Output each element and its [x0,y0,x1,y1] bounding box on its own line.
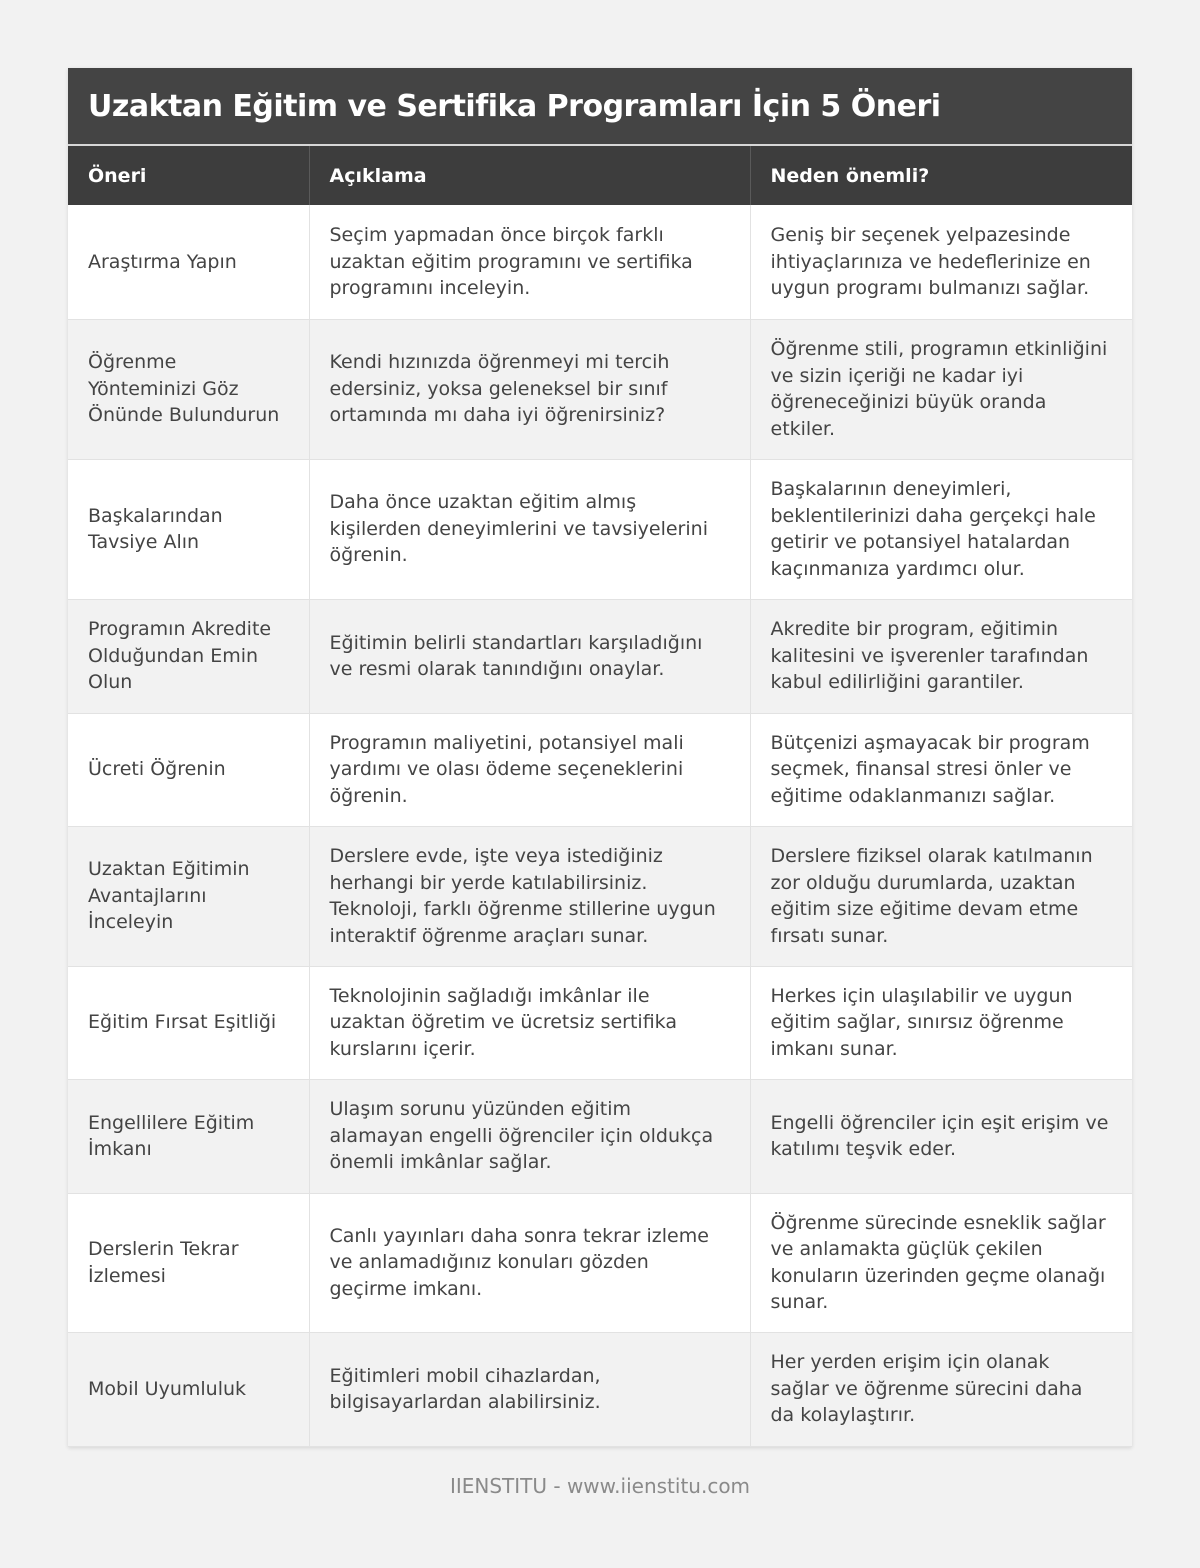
table-cell-aciklama: Derslere evde, işte veya istediğiniz herhangi bir yerde katılabilirsiniz. Teknoloji, farklı öğrenme stillerine uygun interaktif öğrenme araçları sunar. [309,826,750,966]
table-cell-aciklama: Canlı yayınları daha sonra tekrar izleme ve anlamadığınız konuları gözden geçirme imkanı. [309,1193,750,1332]
table-cell-oneri: Engellilere Eğitim İmkanı [68,1079,309,1193]
table-cell-aciklama: Eğitimleri mobil cihazlardan, bilgisayarlardan alabilirsiniz. [309,1332,750,1446]
table-cell-neden: Derslere fiziksel olarak katılmanın zor olduğu durumlarda, uzaktan eğitim size eğitime devam etme fırsatı sunar. [750,826,1132,966]
footer-credit: IIENSTITU - www.iienstitu.com [449,1474,751,1498]
column-header-aciklama: Açıklama [309,145,750,205]
table-cell-aciklama: Teknolojinin sağladığı imkânlar ile uzaktan öğretim ve ücretsiz sertifika kurslarını içerir. [309,966,750,1079]
table-cell-aciklama: Kendi hızınızda öğrenmeyi mi tercih edersiniz, yoksa geleneksel bir sınıf ortamında mı daha iyi öğrenirsiniz? [309,319,750,459]
table-cell-aciklama: Daha önce uzaktan eğitim almış kişilerden deneyimlerini ve tavsiyelerini öğrenin. [309,459,750,599]
table-row [68,713,1132,826]
table-card [68,68,1132,1447]
table-cell-neden: Öğrenme sürecinde esneklik sağlar ve anlamakta güçlük çekilen konuların üzerinden geçme olanağı sunar. [750,1193,1132,1332]
table-cell-oneri: Mobil Uyumluluk [68,1332,309,1446]
table-cell-neden: Her yerden erişim için olanak sağlar ve öğrenme sürecini daha da kolaylaştırır. [750,1332,1132,1446]
recommendations-table [68,144,1132,1447]
page-title: Uzaktan Eğitim ve Sertifika Programları İçin 5 Öneri [88,88,941,124]
table-cell-oneri: Eğitim Fırsat Eşitliği [68,966,309,1079]
table-cell-aciklama: Ulaşım sorunu yüzünden eğitim alamayan engelli öğrenciler için oldukça önemli imkânlar sağlar. [309,1079,750,1193]
table-row [68,966,1132,1079]
table-cell-oneri: Programın Akredite Olduğundan Emin Olun [68,599,309,713]
table-cell-oneri: Uzaktan Eğitimin Avantajlarını İnceleyin [68,826,309,966]
header-row [68,145,1132,205]
table-cell-neden: Öğrenme stili, programın etkinliğini ve sizin içeriği ne kadar iyi öğreneceğinizi büyük oranda etkiler. [750,319,1132,459]
table-cell-neden: Engelli öğrenciler için eşit erişim ve katılımı teşvik eder. [750,1079,1132,1193]
table-cell-oneri: Araştırma Yapın [68,205,309,319]
table-cell-oneri: Başkalarından Tavsiye Alın [68,459,309,599]
table-row [68,826,1132,966]
table-cell-oneri: Öğrenme Yönteminizi Göz Önünde Bulundurun [68,319,309,459]
title-bar [68,68,1132,144]
table-cell-neden: Başkalarının deneyimleri, beklentilerinizi daha gerçekçi hale getirir ve potansiyel hatalardan kaçınmanıza yardımcı olur. [750,459,1132,599]
table-cell-neden: Geniş bir seçenek yelpazesinde ihtiyaçlarınıza ve hedeflerinize en uygun programı bulmanızı sağlar. [750,205,1132,319]
table-cell-neden: Akredite bir program, eğitimin kalitesini ve işverenler tarafından kabul edilirliğini garantiler. [750,599,1132,713]
table-row [68,459,1132,599]
table-row [68,599,1132,713]
table-cell-aciklama: Seçim yapmadan önce birçok farklı uzaktan eğitim programını ve sertifika programını inceleyin. [309,205,750,319]
table-row [68,1193,1132,1332]
table-cell-neden: Herkes için ulaşılabilir ve uygun eğitim sağlar, sınırsız öğrenme imkanı sunar. [750,966,1132,1079]
table-row [68,319,1132,459]
table-cell-neden: Bütçenizi aşmayacak bir program seçmek, finansal stresi önler ve eğitime odaklanmanızı sağlar. [750,713,1132,826]
table-row [68,1079,1132,1193]
table-cell-aciklama: Programın maliyetini, potansiyel mali yardımı ve olası ödeme seçeneklerini öğrenin. [309,713,750,826]
table-cell-aciklama: Eğitimin belirli standartları karşıladığını ve resmi olarak tanındığını onaylar. [309,599,750,713]
column-header-neden-onemli: Neden önemli? [750,145,1132,205]
table-row [68,1332,1132,1446]
table-cell-oneri: Derslerin Tekrar İzlemesi [68,1193,309,1332]
table-cell-oneri: Ücreti Öğrenin [68,713,309,826]
table-row [68,205,1132,319]
column-header-oneri: Öneri [68,145,309,205]
